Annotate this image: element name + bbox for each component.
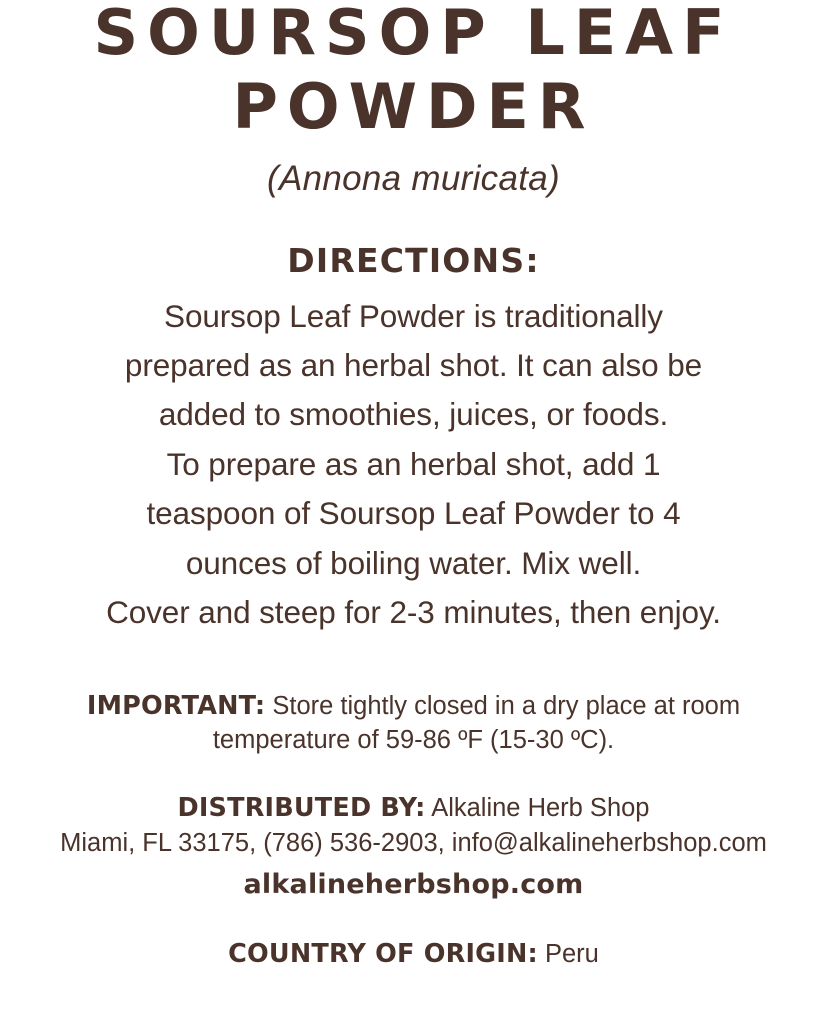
directions-line: prepared as an herbal shot. It can also be: [124, 346, 703, 383]
directions-line: To prepare as an herbal shot, add 1: [166, 445, 661, 482]
product-title-line-2: POWDER: [232, 70, 595, 143]
important-text-1: Store tightly closed in a dry place at room: [265, 691, 741, 720]
directions-section: [10, 241, 817, 638]
distributor-name: Alkaline Herb Shop: [425, 794, 650, 823]
page-title: [10, 0, 817, 143]
website-link[interactable]: alkalineherbshop.com: [243, 868, 584, 900]
directions-line: Cover and steep for 2-3 minutes, then enjoy.: [106, 594, 721, 631]
directions-line: added to smoothies, juices, or foods.: [158, 396, 669, 433]
important-label: IMPORTANT:: [86, 690, 266, 721]
directions-body: [10, 292, 817, 638]
important-line-1: [10, 690, 817, 724]
origin-label: COUNTRY OF ORIGIN:: [228, 938, 538, 969]
directions-line: teaspoon of Soursop Leaf Powder to 4: [146, 495, 681, 532]
origin-section: [10, 938, 817, 971]
directions-line: ounces of boiling water. Mix well.: [185, 544, 642, 581]
latin-name: (Annona muricata): [266, 159, 560, 198]
title-block: [10, 2, 817, 199]
distributor-line: [10, 791, 817, 826]
distributor-address: Miami, FL 33175, (786) 536-2903, info@alkalineherbshop.com: [60, 829, 767, 858]
important-line-2: temperature of 59-86 ºF (15-30 ºC).: [212, 725, 615, 754]
important-section: [10, 690, 817, 758]
directions-line: Soursop Leaf Powder is traditionally: [164, 297, 663, 334]
distributor-label: DISTRIBUTED BY:: [177, 793, 426, 824]
directions-heading: DIRECTIONS:: [287, 240, 540, 280]
origin-value: Peru: [537, 939, 599, 968]
distributor-section: [10, 791, 817, 903]
product-title-line-1: SOURSOP LEAF: [93, 0, 734, 69]
